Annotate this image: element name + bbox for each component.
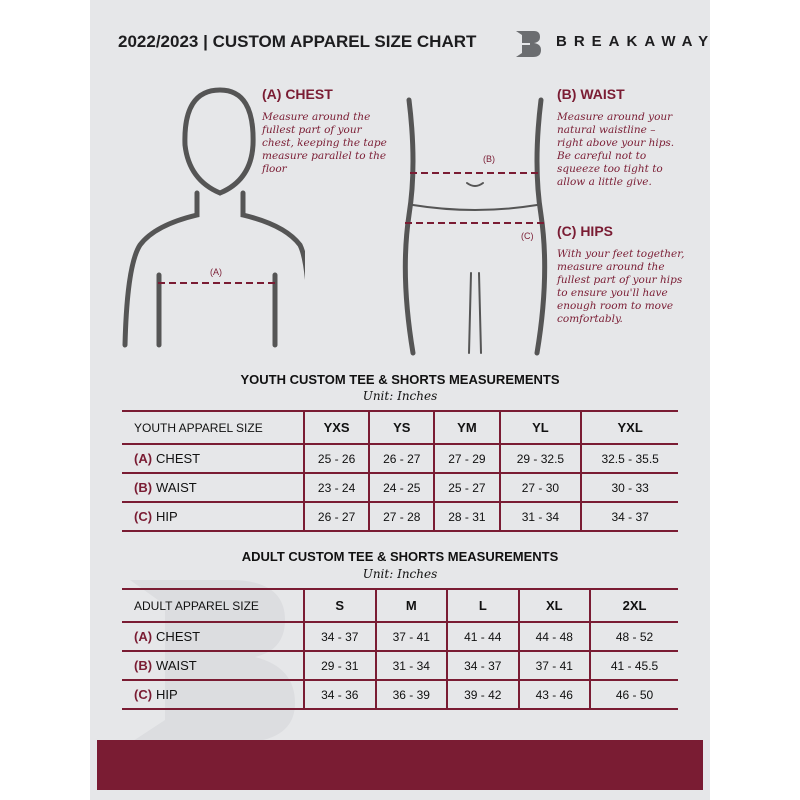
measurement-code: (A) [134, 629, 153, 644]
size-header: L [447, 589, 519, 622]
table-header-row [122, 589, 678, 622]
adult-size-table [122, 588, 678, 710]
table-cell: 41 - 45.5 [590, 651, 678, 680]
table-row [122, 622, 678, 651]
table-cell: 32.5 - 35.5 [581, 444, 678, 473]
hips-description: With your feet together, measure around the fullest part of your hips to ensure you'll have enough room to move comfortably. [557, 248, 685, 325]
youth-size-table [122, 410, 678, 532]
measurement-label [122, 680, 304, 709]
measurement-name: HIP [156, 687, 178, 702]
measurement-name: HIP [156, 509, 178, 524]
table-cell: 41 - 44 [447, 622, 519, 651]
size-header: YM [434, 411, 499, 444]
table-cell: 34 - 36 [304, 680, 376, 709]
table-cell: 39 - 42 [447, 680, 519, 709]
size-header: YXS [304, 411, 369, 444]
table-row [122, 444, 678, 473]
waist-hips-figure-illustration [395, 95, 555, 360]
measurement-label [122, 622, 304, 651]
table-cell: 31 - 34 [376, 651, 448, 680]
chest-heading: (A) CHEST [262, 86, 333, 102]
table-cell: 29 - 32.5 [500, 444, 582, 473]
table-cell: 26 - 27 [369, 444, 434, 473]
size-header: YXL [581, 411, 678, 444]
footer-bar [97, 740, 703, 790]
size-header: 2XL [590, 589, 678, 622]
waist-description: Measure around your natural waistline – right above your hips. Be careful not to squeeze too tight to allow a little give. [557, 111, 675, 188]
table-cell: 34 - 37 [447, 651, 519, 680]
measurement-code: (C) [134, 509, 153, 524]
table-cell: 31 - 34 [500, 502, 582, 531]
measurement-name: CHEST [156, 451, 201, 466]
measurement-name: WAIST [156, 480, 197, 495]
measurement-code: (B) [134, 480, 153, 495]
table-cell: 37 - 41 [376, 622, 448, 651]
table-row [122, 680, 678, 709]
waist-marker: (B) [483, 154, 495, 164]
size-header: XL [519, 589, 591, 622]
table-header-row [122, 411, 678, 444]
table-cell: 34 - 37 [581, 502, 678, 531]
measurement-label [122, 651, 304, 680]
table-cell: 25 - 27 [434, 473, 499, 502]
table-row [122, 473, 678, 502]
table-cell: 24 - 25 [369, 473, 434, 502]
table-cell: 23 - 24 [304, 473, 369, 502]
youth-table-unit: Unit: Inches [362, 389, 438, 403]
youth-table-title: YOUTH CUSTOM TEE & SHORTS MEASUREMENTS [240, 372, 560, 387]
size-column-header: YOUTH APPAREL SIZE [122, 411, 304, 444]
measurement-name: WAIST [156, 658, 197, 673]
brand-name: BREAKAWAY [556, 33, 716, 50]
hips-marker: (C) [521, 231, 534, 241]
chest-description: Measure around the fullest part of your chest, keeping the tape measure parallel to the floor [262, 111, 387, 175]
size-header: S [304, 589, 376, 622]
table-cell: 26 - 27 [304, 502, 369, 531]
table-row [122, 502, 678, 531]
table-cell: 44 - 48 [519, 622, 591, 651]
size-header: YS [369, 411, 434, 444]
table-cell: 27 - 29 [434, 444, 499, 473]
measurement-name: CHEST [156, 629, 201, 644]
table-cell: 25 - 26 [304, 444, 369, 473]
table-cell: 28 - 31 [434, 502, 499, 531]
adult-table-unit: Unit: Inches [362, 567, 438, 581]
hips-heading: (C) HIPS [557, 223, 613, 239]
measurement-label [122, 502, 304, 531]
adult-table-title: ADULT CUSTOM TEE & SHORTS MEASUREMENTS [241, 549, 559, 564]
table-cell: 27 - 30 [500, 473, 582, 502]
table-cell: 34 - 37 [304, 622, 376, 651]
measurement-code: (B) [134, 658, 153, 673]
table-cell: 30 - 33 [581, 473, 678, 502]
table-cell: 37 - 41 [519, 651, 591, 680]
size-column-header: ADULT APPAREL SIZE [122, 589, 304, 622]
waist-heading: (B) WAIST [557, 86, 625, 102]
measurement-label [122, 473, 304, 502]
breakaway-logo-icon [512, 27, 544, 59]
page-title: 2022/2023 | CUSTOM APPAREL SIZE CHART [118, 32, 477, 51]
size-header: YL [500, 411, 582, 444]
table-cell: 27 - 28 [369, 502, 434, 531]
size-header: M [376, 589, 448, 622]
measurement-label [122, 444, 304, 473]
table-row [122, 651, 678, 680]
table-cell: 46 - 50 [590, 680, 678, 709]
table-cell: 29 - 31 [304, 651, 376, 680]
table-cell: 43 - 46 [519, 680, 591, 709]
chest-marker: (A) [210, 267, 222, 277]
measurement-code: (C) [134, 687, 153, 702]
table-cell: 36 - 39 [376, 680, 448, 709]
measurement-code: (A) [134, 451, 153, 466]
table-cell: 48 - 52 [590, 622, 678, 651]
